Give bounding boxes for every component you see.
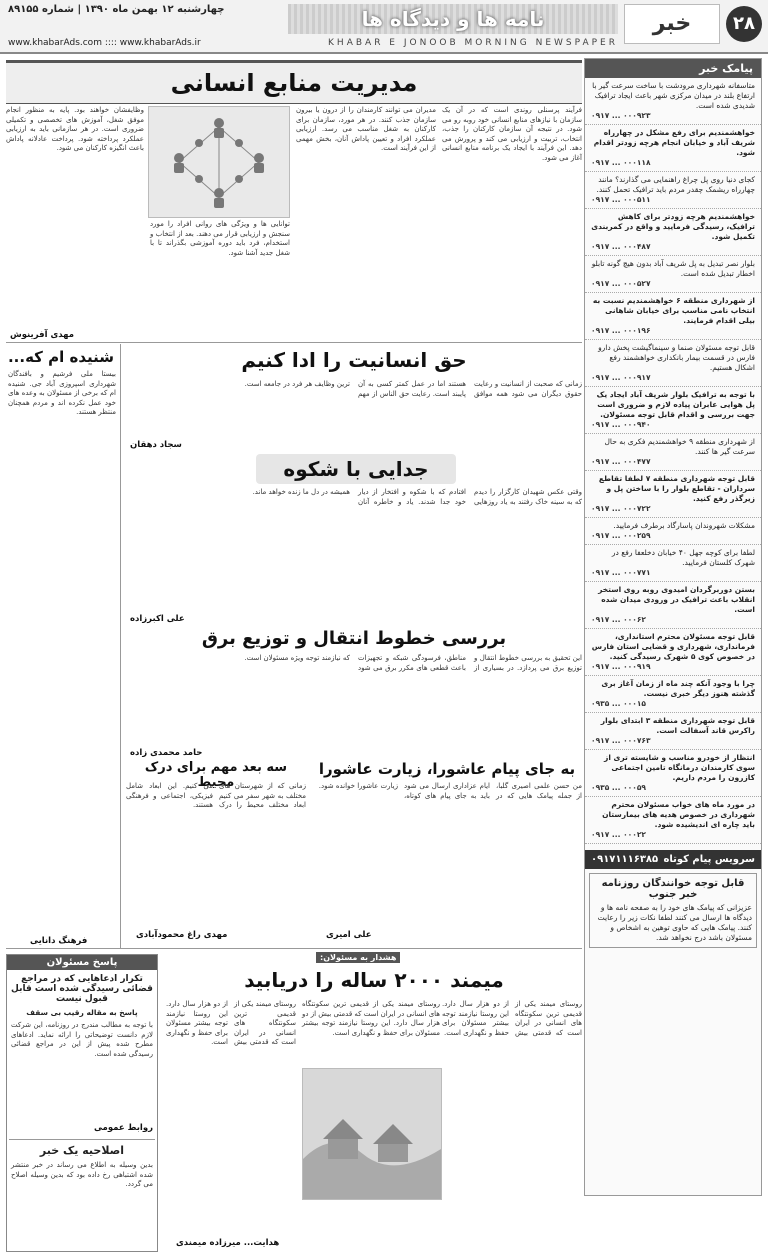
sms-text: کجای دنیا روی پل چراغ راهنمایی می گذارند؟ مانند چهارراه ریشمک چقدر مردم باید ترافیک تحمل کنند. (596, 175, 755, 194)
sms-item (585, 582, 761, 629)
meymand-headline: میمند ۲۰۰۰ ساله را دریابید (244, 968, 504, 992)
answers-subtitle: پاسخ به مقاله رقیب بی سقف (26, 1008, 138, 1017)
sms-list (585, 78, 761, 844)
sms-item (585, 209, 761, 256)
sms-item (585, 545, 761, 582)
sms-service-number[interactable]: ۰۹۱۷۱۱۱۶۳۸۵ (591, 854, 659, 865)
section-title: نامه ها و دیدگاه ها (288, 4, 618, 34)
ashura-headline: به جای پیام عاشورا، زیارت عاشورا (318, 760, 576, 778)
sms-head: پیامک خبر (585, 59, 761, 78)
sms-phone: ۰۹۱۷ ... ۰۰۰۱۱۸ (591, 158, 651, 167)
power-headline: بررسی خطوط انتقال و توزیع برق (201, 628, 507, 649)
sms-text: با توجه به ترافیک بلوار شریف آباد ایجاد یک پل هوایی عابران پیاده لازم و ضروری است جهت بررسی و اقدام قابل توجه مسئولان. (596, 390, 755, 419)
power-text: این تحقیق به بررسی خطوط انتقال و توزیع برق می پردازد. در بسیاری از مناطق، فرسودگی شبکه و تجهیزات باعث قطعی های مکرر برق می شود که نیازمند توجه ویژه مسئولان است. (244, 654, 582, 672)
correction-title: اصلاحیه یک خبر (9, 1139, 155, 1157)
hr-col-4: وظایفشان خواهند بود. پایه به منظور انجام موفق شغل، آموزش های تخصصی و تکمیلی ضروری است. در هر سازمانی باید به ارزیابی عملکرد پرداخته شود. پرداخت عادلانه پاداش باعث انگیزه کارکنان می شود. (6, 106, 144, 152)
issue-date: چهارشنبه ۱۲ بهمن ماه ۱۳۹۰ | شماره ۸۹۱۵۵ (8, 4, 225, 15)
notice-box (589, 873, 757, 948)
sms-text: بستن دوربرگردان امیدوی روبه روی استخر انقلاب باعث ترافیک در ورودی میدان شده است. (598, 585, 755, 614)
env-headline: سه بعد مهم برای درک محیط (144, 760, 288, 790)
sms-phone: ۰۹۱۷ ... ۰۰۰۹۱۹ (591, 662, 651, 671)
meymand-text-mid: روستای میمند یکی از قدیمی ترین سکونتگاه های انسانی در ایران است که قدمتی بیش از دو هزار سال دارد. این روستا نیازمند توجه بیشتر مسئولان برای حفظ و نگهداری است. (301, 1000, 440, 1037)
sms-phone: ۰۹۱۷ ... ۰۰۰۱۹۶ (591, 326, 651, 335)
humanity-byline: سجاد دهقان (130, 440, 182, 450)
sms-text: قابل توجه مسئولان محترم استانداری، فرمانداری، شهرداری و قضایی استان فارس در خصوص کوی ۵ شهرک رسیدگی کنید. (591, 632, 755, 661)
meymand-photo (302, 1068, 442, 1200)
sms-phone: ۰۹۱۷ ... ۰۰۰۲۲ (591, 830, 646, 839)
hr-col-3: توانایی ها و ویژگی های روانی افراد را مورد سنجش و ارزیابی قرار می دهند. بعد از انتخاب و استخدام، فرد باید دوره آموزشی بگذراند تا با شغل جدید آشنا شود. (150, 220, 290, 257)
correction-text: بدین وسیله به اطلاع می رساند در خبر منتشر شده اشتباهی رخ داده بود که بدین وسیله اصلاح می گردد. (11, 1161, 153, 1188)
sms-phone: ۰۹۳۵ ... ۰۰۰۱۵ (591, 699, 646, 708)
meymand-text-left: روستای میمند یکی از قدیمی ترین سکونتگاه های انسانی در ایران است که قدمتی بیش از دو هزار سال دارد. این روستا نیازمند توجه بیشتر مسئولان برای حفظ و نگهداری است. (166, 1000, 296, 1046)
sms-text: از شهرداری منطقه ۹ خواهشمندیم فکری به حال سرعت گیر ها کنند. (604, 437, 755, 456)
sms-item (585, 797, 761, 844)
sms-phone: ۰۹۱۷ ... ۰۰۰۷۲۲ (591, 504, 651, 513)
meymand-byline: هدایت... میرزاده میمندی (176, 1238, 280, 1248)
sms-item (585, 78, 761, 125)
masthead (0, 0, 768, 54)
ashura-byline: علی امیری (326, 930, 372, 940)
sms-phone: ۰۹۱۷ ... ۰۰۰۵۱۱ (591, 195, 651, 204)
divider (6, 342, 582, 343)
sms-text: چرا با وجود آنکه چند ماه از زمان آغاز بری گذشته هنوز دیگر خبری نیست. (601, 679, 755, 698)
sms-text: قابل توجه شهرداری منطقه ۳ ابتدای بلوار راکرس قاند آسفالت است. (600, 716, 755, 735)
page-number: ۲۸ (726, 6, 762, 42)
sms-item (585, 293, 761, 340)
sms-item (585, 125, 761, 172)
sms-item (585, 256, 761, 293)
shenideh-headline: شنیده ام که... (7, 348, 114, 366)
sms-text: انتظار از خودرو مناسب و شایسته تری از سوی کارمندان درمانگاه تامین اجتماعی کازرون را مردم داریم. (604, 753, 755, 782)
sms-text: خواهشمندیم برای رفع مشکل در چهارراه شریف آباد و خیابان انجام هرچه زودتر اقدام شود. (593, 128, 755, 157)
sms-service-label: سرویس پیام کوتاه (663, 854, 755, 865)
shenideh-byline: فرهنگ دانایی (30, 936, 88, 946)
sms-phone: ۰۹۱۷ ... ۰۰۰۶۲ (591, 615, 646, 624)
sms-phone: ۰۹۱۷ ... ۰۰۰۹۱۷ (591, 373, 651, 382)
divider-bottom (6, 948, 582, 949)
sms-text: بلوار نصر تبدیل به پل شریف آباد بدون هیچ گونه تابلو اخطار تبدیل شده است. (591, 259, 755, 278)
answers-byline: روابط عمومی (93, 1123, 153, 1133)
sms-text: قابل توجه شهرداری منطقه ۷ لطفا تقاطع سرداران - تقاطع بلوار را با ساختن پل و زیرگذر رفع کنید. (598, 474, 755, 503)
sms-service-bar (585, 850, 761, 869)
sms-phone: ۰۹۱۷ ... ۰۰۰۷۷۱ (591, 568, 651, 577)
village-icon (303, 1069, 441, 1199)
sms-phone: ۰۹۱۷ ... ۰۰۰۲۵۹ (591, 531, 651, 540)
hr-col-2: مدیران می توانند کارمندان را از درون یا بیرون سازمان جذب کنند. در هر مورد، سازمان برای کارکنان به شغل مناسب می رسد. ارزیابی عملکرد افراد و تعیین پاداش آنان، بخش مهمی از این فرآیند است. (296, 106, 436, 152)
network-people-icon (149, 107, 289, 217)
sms-phone: ۰۹۱۷ ... ۰۰۰۹۴۰ (591, 420, 651, 429)
sms-item (585, 387, 761, 434)
power-byline: حامد محمدی زاده (130, 748, 203, 758)
farewell-headline: جدایی با شکوه (256, 454, 456, 484)
sms-phone: ۰۹۱۷ ... ۰۰۰۴۸۷ (591, 242, 651, 251)
sms-phone: ۰۹۱۷ ... ۰۰۰۷۶۳ (591, 736, 651, 745)
humanity-headline: حق انسانیت را ادا کنیم (241, 348, 467, 372)
sms-item (585, 172, 761, 209)
notice-title: قابل توجه خوانندگان روزنامه خبر جنوب (601, 878, 745, 900)
sms-text: مشکلات شهروندان پاسارگاد برطرف فرمایید. (613, 521, 755, 530)
hr-illustration (148, 106, 290, 218)
english-name: KHABAR E JONOOB MORNING NEWSPAPER (328, 38, 618, 48)
meymand-text-right: روستای میمند یکی از قدیمی ترین سکونتگاه های انسانی در ایران است که قدمتی بیش از دو هزار سال دارد. این روستا نیازمند توجه بیشتر مسئولان برای حفظ و نگهداری است. (442, 1000, 582, 1037)
sms-item (585, 629, 761, 676)
shenideh-text: بیستا ملی فرشیم و بافندگان شهرداری اسپروزی آباد جی. شنیده ام که برخی از مسئولان به وعده های خود عمل نکرده اند و مردم همچنان منتظر هستند. (8, 370, 116, 416)
answers-text: با توجه به مطالب مندرج در روزنامه، این شرکت لازم دانست توضیحاتی را ارائه نماید. ادعاهای مطرح شده پیش از این در مراجع قضائی رسیدگی شده است. (11, 1021, 153, 1058)
website-url[interactable]: www.khabarAds.com :::: www.khabarAds.ir (8, 38, 201, 48)
sms-item (585, 434, 761, 471)
answers-head: پاسخ مسئولان (7, 955, 157, 970)
column-rule (120, 344, 121, 948)
sms-item (585, 340, 761, 387)
sms-item (585, 676, 761, 713)
sms-phone: ۰۹۱۷ ... ۰۰۰۹۲۳ (591, 111, 651, 120)
newspaper-logo[interactable]: خبر (624, 4, 720, 44)
sms-item (585, 471, 761, 518)
hr-col-1: فرآیند پرسنلی روندی است که در آن یک سازمان با نیازهای منابع انسانی خود روبه رو می شود. در نتیجه آن سازمان کارکنان را جذب، انتخاب، تربیت و ارزیابی می کند و پرورش می دهد. این فرآیند با ایجاد یک برنامه منابع انسانی آغاز می شود. (442, 106, 582, 162)
sms-sidebar (584, 58, 762, 1196)
sms-text: لطفا برای کوچه جهل ۴۰ خیابان دخلعفا رفع در شهرک کلستان فرمایید. (611, 548, 755, 567)
sms-text: از شهرداری منطقه ۶ خواهشمندیم نسبت به انتخاب نامی مناسب برای خیابان شاهانی بیلی اقدام فرمایند. (592, 296, 755, 325)
farewell-byline: علی اکبرزاده (130, 614, 185, 624)
sms-text: در مورد ماه های خواب مسئولان محترم شهرداری در خصوص هدیه های بیمارستان باید چاره ای اندیشیده شود. (602, 800, 755, 829)
env-text: زمانی که از شهرستان های مختلف به شهر سفر می کنیم ابعاد مختلف محیط را درک می کنیم. این ابعاد شامل فیزیکی، اجتماعی و فرهنگی هستند. (126, 782, 306, 809)
hr-headline: مدیریت منابع انسانی (6, 60, 582, 104)
sms-item (585, 518, 761, 545)
farewell-text: وقتی عکس شهیدان کارگزار را دیدم که به سینه خاک رفتند به یاد روزهایی افتادم که با شکوه و افتخار از دیار خود جدا شدند. یاد و خاطره آنان همیشه در دل ما زنده خواهد ماند. (252, 488, 582, 506)
officials-tag: هشدار به مسئولان: (316, 952, 400, 963)
humanity-text: زمانی که صحبت از انسانیت و رعایت حقوق دیگران می شود همه موافق هستند اما در عمل کمتر کسی به آن پایبند است. رعایت حق الناس از مهم ترین وظایف هر فرد در جامعه است. (244, 380, 582, 398)
sms-phone: ۰۹۳۵ ... ۰۰۰۵۹ (591, 783, 646, 792)
sms-phone: ۰۹۱۷ ... ۰۰۰۴۷۷ (591, 457, 651, 466)
env-byline: مهدی راغ محمودآبادی (136, 930, 228, 940)
notice-body: عزیزانی که پیامک های خود را به صفحه نامه ها و دیدگاه ها ارسال می کنند لطفا نکات زیر را رعایت کنند. پیامک هایی که حاوی توهین به اشخاص و مسئولان باشد درج نخواهد شد. (597, 903, 752, 942)
answers-title: تکرار ادعاهایی که در مراجع قضائی رسیدگی شده است قابل قبول نیست (11, 974, 153, 1004)
sms-phone: ۰۹۱۷ ... ۰۰۰۵۲۷ (591, 279, 651, 288)
sms-item (585, 713, 761, 750)
hr-byline: مهدی آفرینوش (10, 330, 75, 340)
officials-answers-box (6, 954, 158, 1252)
sms-text: قابل توجه مسئولان صنما و سینماگیشت پخش دارو فارس در قسمت بیمار بانکداری خواهشمند رفع اشکال هستیم. (598, 343, 755, 372)
sms-item (585, 750, 761, 797)
sms-text: متاسفانه شهرداری مرودشت با ساخت سرعت گیر با ارتفاع بلند در میدان مرکزی شهر باعث ایجاد ترافیک شدیدی شده است. (592, 81, 755, 110)
ashura-text: من حسن علمی اصیری گلبا، از جمله پیامک هایی که در ایام عزاداری ارسال می شود باید به جای پیام های کوتاه، زیارت عاشورا خوانده شود. (318, 782, 582, 800)
sms-text: خواهشمندیم هرچه زودتر برای کاهش ترافیک، رسیدگی فرمایید و واقع در کمربندی تکمیل شود. (591, 212, 755, 241)
